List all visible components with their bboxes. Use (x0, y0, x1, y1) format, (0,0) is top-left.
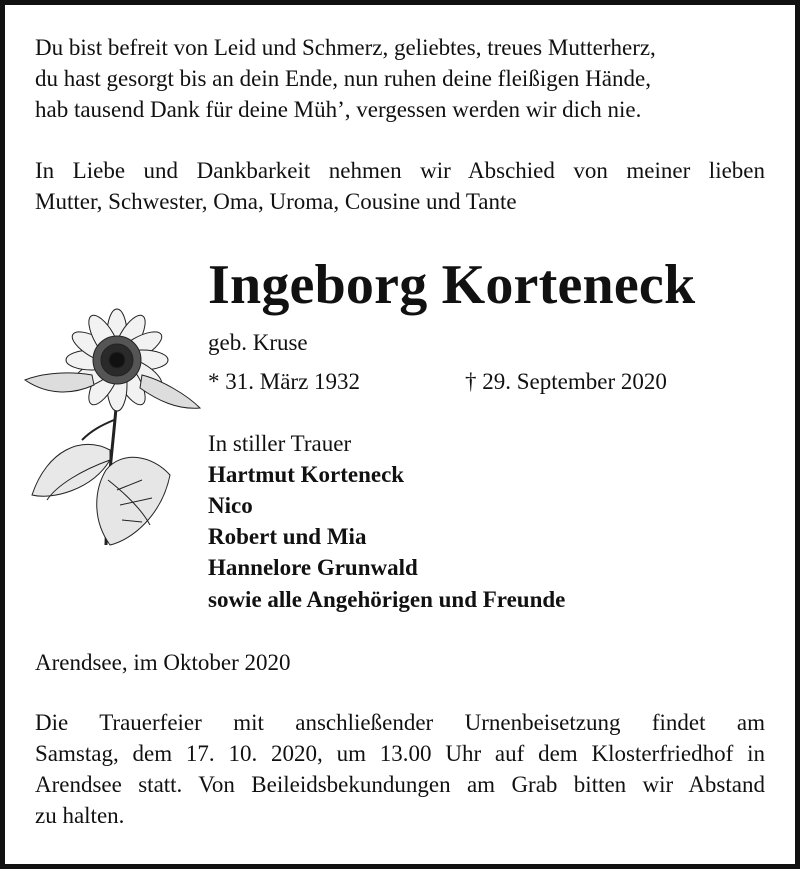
intro-line: In Liebe und Dankbarkeit nehmen wir Abschied von meiner lieben (35, 158, 765, 183)
mourner-name: Hartmut Korteneck (208, 462, 405, 487)
sunflower-icon (22, 300, 202, 550)
place-date: Arendsee, im Oktober 2020 (35, 650, 291, 675)
ceremony-text (35, 707, 765, 831)
mourner-name: Nico (208, 493, 253, 518)
intro-text (35, 155, 765, 217)
birth-date: * 31. März 1932 (208, 369, 361, 394)
mourning-heading: In stiller Trauer (208, 431, 352, 456)
intro-line: Mutter, Schwester, Oma, Uroma, Cousine und Tante (35, 189, 517, 214)
deceased-name: Ingeborg Korteneck (208, 254, 696, 316)
birth-name: geb. Kruse (208, 330, 308, 355)
ceremony-line: Samstag, dem 17. 10. 2020, um 13.00 Uhr auf dem Klosterfriedhof in (35, 741, 765, 766)
mourner-name: Hannelore Grunwald (208, 555, 418, 580)
ceremony-line: Arendsee statt. Von Beileidsbekundungen am Grab bitten wir Abstand (35, 772, 765, 797)
mourner-name: sowie alle Angehörigen und Freunde (208, 587, 566, 612)
mourner-name: Robert und Mia (208, 524, 367, 549)
poem-line: du hast gesorgt bis an dein Ende, nun ruhen deine fleißigen Hände, (35, 66, 651, 91)
poem-line: Du bist befreit von Leid und Schmerz, geliebtes, treues Mutterherz, (35, 35, 656, 60)
poem-line: hab tausend Dank für deine Müh’, vergessen werden wir dich nie. (35, 97, 642, 122)
ceremony-line: Die Trauerfeier mit anschließender Urnenbeisetzung findet am (35, 710, 765, 735)
ceremony-line: zu halten. (35, 803, 125, 828)
death-date: † 29. September 2020 (465, 369, 667, 394)
